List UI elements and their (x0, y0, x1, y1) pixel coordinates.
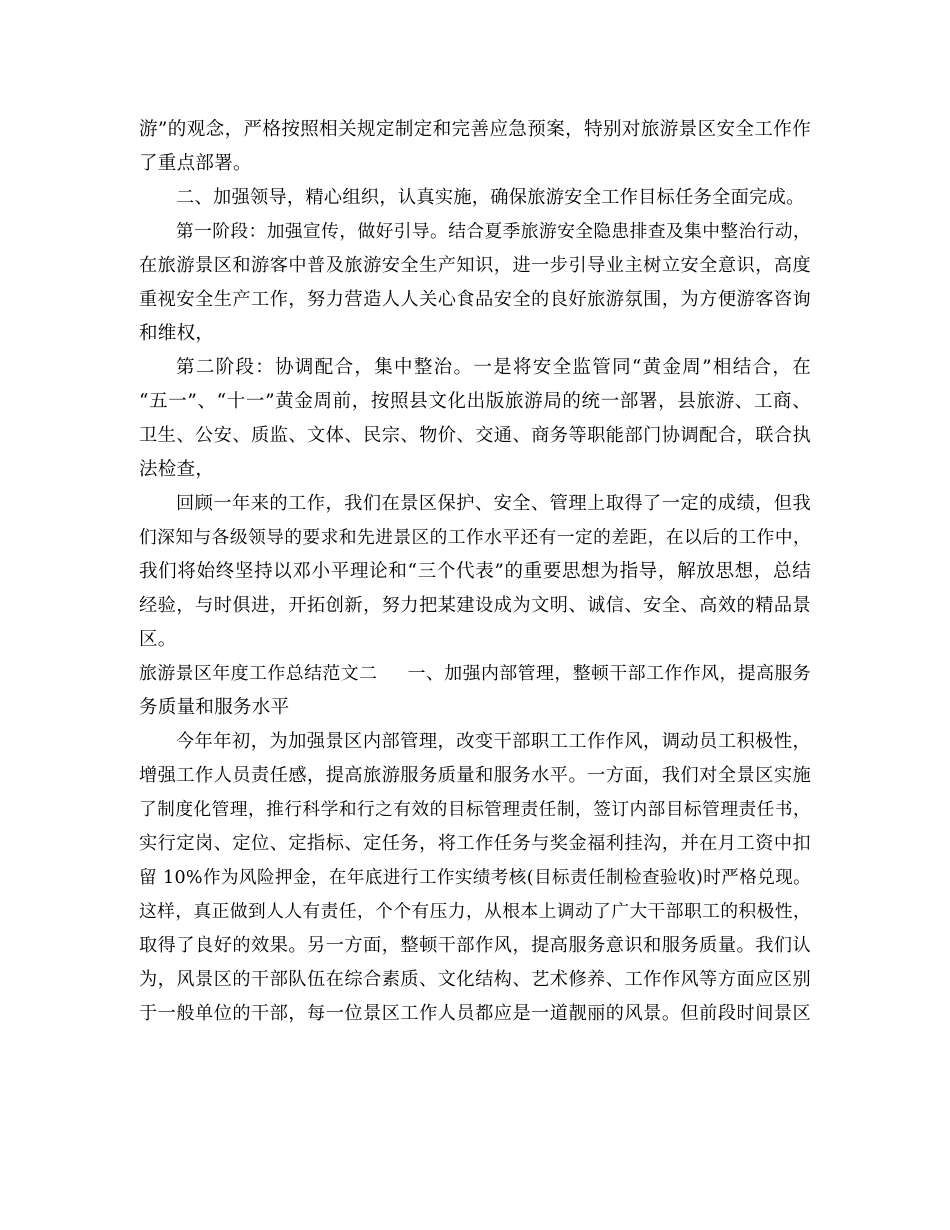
article-title: 旅游景区年度工作总结范文二 (139, 663, 378, 684)
text-line: 回顾一年来的工作，我们在景区保护、安全、管理上取得了一定的成绩，但我 (176, 493, 811, 514)
section-heading: 一、加强内部管理，整顿干部工作作风，提高服务 (407, 663, 811, 684)
document-body (139, 113, 811, 1031)
text-line: 这样，真正做到人人有责任，个个有压力，从根本上调动了广大干部职工的积极性， (139, 902, 811, 922)
text-line: 第一阶段：加强宣传，做好引导。结合夏季旅游安全隐患排查及集中整治行动， (176, 222, 811, 242)
text-line: 务质量和服务水平 (139, 697, 290, 718)
title-line (139, 657, 811, 691)
text-line: 法检查， (139, 459, 215, 480)
text-line: 第二阶段：协调配合，集中整治。一是将安全监管同“黄金周”相结合，在 (176, 357, 811, 378)
text-line: 增强工作人员责任感，提高旅游服务质量和服务水平。一方面，我们对全景区实施 (139, 765, 811, 786)
text-line: 们深知与各级领导的要求和先进景区的工作水平还有一定的差距，在以后的工作中， (139, 528, 811, 548)
text-line: 区。 (139, 629, 177, 650)
text-line: 我们将始终坚持以邓小平理论和“三个代表”的重要思想为指导，解放思想，总结 (139, 561, 811, 582)
text-line: 在旅游景区和游客中普及旅游安全生产知识，进一步引导业主树立安全意识，高度 (139, 255, 811, 276)
text-line: 实行定岗、定位、定指标、定任务，将工作任务与奖金福利挂沟，并在月工资中扣 (139, 833, 811, 854)
text-line: 取得了良好的效果。另一方面，整顿干部作风，提高服务意识和服务质量。我们认 (139, 935, 811, 956)
text-line: 了重点部署。 (139, 153, 252, 174)
section-heading: 二、加强领导，精心组织，认真实施，确保旅游安全工作目标任务全面完成。 (176, 187, 805, 208)
text-line: 经验，与时俱进，开拓创新，努力把某建设成为文明、诚信、安全、高效的精品景 (139, 595, 811, 616)
text-line: “五一”、“十一”黄金周前，按照县文化出版旅游局的统一部署，县旅游、工商、 (139, 391, 811, 412)
text-line: 游”的观念，严格按照相关规定制定和完善应急预案，特别对旅游景区安全工作作 (139, 119, 811, 140)
text-line: 和维权， (139, 323, 215, 344)
text-line: 重视安全生产工作，努力营造人人关心食品安全的良好旅游氛围，为方便游客咨询 (139, 289, 811, 310)
text-line: 于一般单位的干部，每一位景区工作人员都应是一道靓丽的风景。但前段时间景区 (139, 1003, 811, 1024)
text-line: 留 10%作为风险押金，在年底进行工作实绩考核(目标责任制检查验收)时严格兑现。 (139, 868, 811, 888)
text-line: 卫生、公安、质监、文体、民宗、物价、交通、商务等职能部门协调配合，联合执 (139, 425, 811, 446)
text-line: 为，风景区的干部队伍在综合素质、文化结构、艺术修养、工作作风等方面应区别 (139, 969, 811, 990)
text-line: 今年年初，为加强景区内部管理，改变干部职工工作作风，调动员工积极性， (176, 731, 811, 752)
text-line: 了制度化管理，推行科学和行之有效的目标管理责任制，签订内部目标管理责任书， (139, 800, 811, 820)
